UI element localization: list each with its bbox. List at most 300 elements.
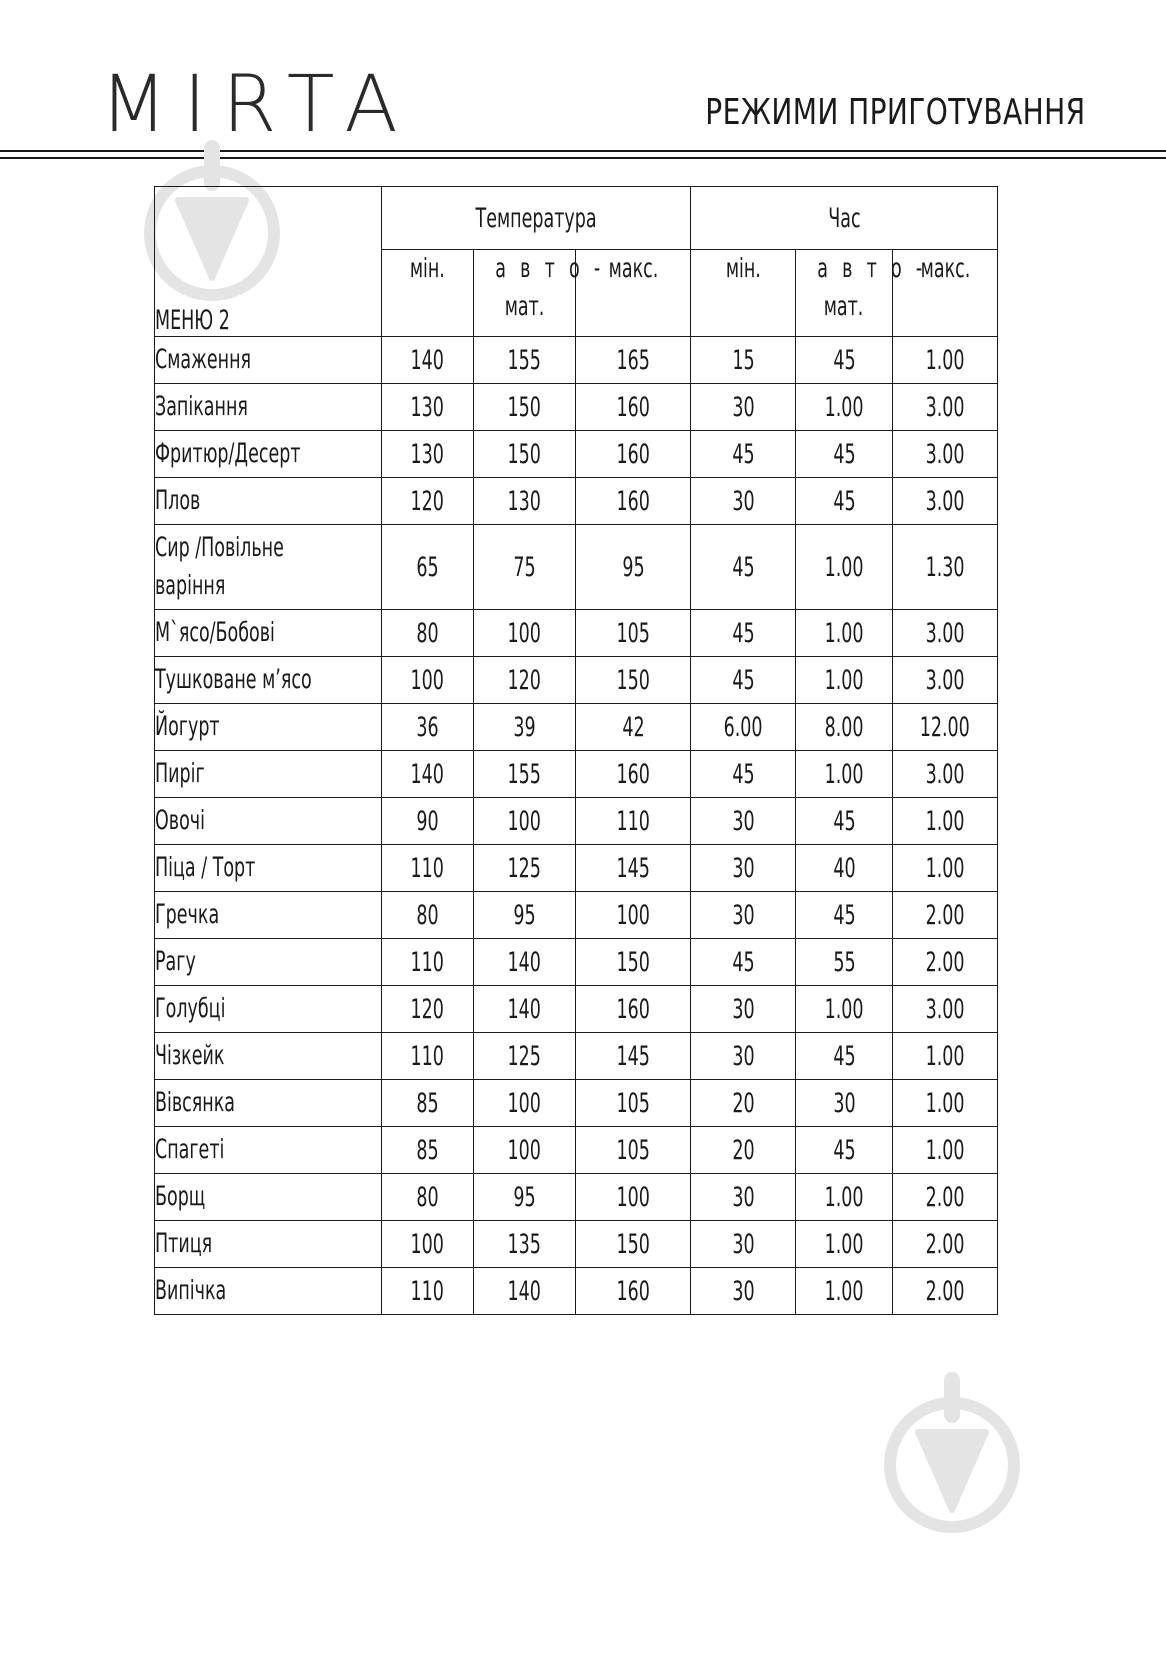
time-min-cell [691,845,796,892]
temp-auto-value: 39 [513,711,536,743]
page-title: РЕЖИМИ ПРИГОТУВАННЯ [705,92,1086,133]
temp-min-cell [382,525,474,610]
temperature-min-header [382,250,474,337]
mode-name-cell [155,337,382,384]
temperature-label: Температура [475,202,597,234]
time-max-cell [893,939,998,986]
time-min-value: 30 [731,1181,755,1213]
temp-auto-cell [474,1080,576,1127]
temp-max-value: 105 [616,617,650,649]
temp-min-value: 85 [416,1134,439,1166]
temp-auto-cell [474,525,576,610]
temp-min-cell [382,610,474,657]
temp-auto-value: 125 [507,1040,542,1072]
time-auto-cell [796,1268,893,1315]
temp-max-cell [576,1174,691,1221]
time-max-cell [893,657,998,704]
time-auto-cell [796,704,893,751]
mode-name: Запікання [155,391,248,422]
time-min-value: 6.00 [723,711,763,743]
mode-name: Сир /Повільне варіння [155,532,284,601]
time-auto-cell [796,986,893,1033]
time-max-value: 2.00 [925,946,965,978]
time-min-cell [691,657,796,704]
table-row [155,845,998,892]
time-auto-value: 1.00 [824,617,864,649]
time-label: Час [827,202,861,234]
mode-name: Гречка [155,899,220,930]
temp-max-value: 145 [616,1040,650,1072]
time-auto-cell [796,751,893,798]
temp-auto-cell [474,657,576,704]
time-max-cell [893,431,998,478]
temp-auto-value: 135 [507,1228,542,1260]
mode-name-cell [155,939,382,986]
subheader-auto-line1: а в т о - [495,253,605,284]
time-min-value: 30 [731,805,755,837]
time-min-cell [691,337,796,384]
temp-max-value: 150 [616,664,650,696]
temp-auto-cell [474,337,576,384]
time-max-value: 1.00 [925,344,965,376]
temp-max-cell [576,939,691,986]
time-auto-value: 55 [832,946,856,978]
time-max-value: 1.30 [925,551,965,583]
temp-auto-cell [474,798,576,845]
time-auto-value: 1.00 [824,1275,864,1307]
table-row [155,384,998,431]
menu-label: МЕНЮ 2 [155,305,230,336]
temp-min-value: 130 [410,391,445,423]
temp-min-cell [382,431,474,478]
time-max-value: 2.00 [925,1181,965,1213]
temp-min-value: 120 [410,993,445,1025]
mode-name-cell [155,704,382,751]
time-min-cell [691,525,796,610]
table-row [155,939,998,986]
cooking-modes-table [154,186,998,1315]
mode-name: Йогурт [155,711,220,742]
temp-auto-value: 75 [513,551,536,583]
time-min-value: 15 [731,344,755,376]
table-row [155,478,998,525]
mode-name: Птиця [155,1228,213,1259]
time-min-cell [691,478,796,525]
mode-name: Фритюр/Десерт [155,438,301,469]
time-max-cell [893,1221,998,1268]
menu-corner-cell [155,187,382,337]
time-min-value: 30 [731,1228,755,1260]
table-row [155,1174,998,1221]
time-auto-cell [796,384,893,431]
mode-name: Овочі [155,805,205,836]
temp-auto-value: 140 [507,1275,542,1307]
mode-name: Пиріг [155,758,205,789]
temp-max-value: 42 [621,711,645,743]
time-auto-cell [796,337,893,384]
temp-max-value: 160 [616,758,650,790]
time-auto-value: 1.00 [824,1181,864,1213]
temperature-auto-header [474,250,605,337]
temp-max-value: 160 [616,391,650,423]
time-min-value: 20 [731,1087,755,1119]
temp-min-value: 65 [416,551,439,583]
table-row [155,431,998,478]
temp-min-value: 110 [410,1275,445,1307]
temp-min-value: 100 [410,664,445,696]
mode-name: М`ясо/Бобові [155,617,275,648]
temp-auto-cell [474,939,576,986]
temp-max-value: 105 [616,1087,650,1119]
time-max-cell [893,892,998,939]
table-row [155,986,998,1033]
temp-auto-cell [474,845,576,892]
time-auto-cell [796,1221,893,1268]
table-row [155,1221,998,1268]
temp-max-cell [576,610,691,657]
temp-min-cell [382,384,474,431]
table-row [155,892,998,939]
temp-min-cell [382,1033,474,1080]
temp-max-cell [576,1221,691,1268]
time-max-cell [893,986,998,1033]
time-max-value: 3.00 [925,664,965,696]
time-auto-value: 1.00 [824,758,864,790]
time-auto-cell [796,845,893,892]
time-auto-value: 45 [832,485,856,517]
time-min-value: 30 [731,899,755,931]
temp-min-cell [382,657,474,704]
time-auto-cell [796,478,893,525]
time-max-value: 1.00 [925,1087,965,1119]
time-min-cell [691,1127,796,1174]
mode-name-cell [155,384,382,431]
time-min-cell [691,1268,796,1315]
mode-name: Тушковане м’ясо [155,664,312,695]
temp-auto-value: 95 [513,1181,536,1213]
mode-name-cell [155,798,382,845]
time-max-value: 3.00 [925,438,965,470]
time-min-value: 30 [731,852,755,884]
time-min-cell [691,939,796,986]
time-max-cell [893,610,998,657]
table-row [155,1033,998,1080]
time-max-value: 3.00 [925,485,965,517]
time-min-value: 45 [731,758,755,790]
temp-auto-cell [474,986,576,1033]
time-auto-value: 1.00 [824,1228,864,1260]
time-max-cell [893,525,998,610]
time-max-value: 3.00 [925,617,965,649]
temp-min-value: 110 [410,1040,445,1072]
temperature-group-header [382,187,691,250]
time-max-cell [893,704,998,751]
table-row [155,610,998,657]
mode-name: Випічка [155,1275,227,1306]
temp-min-value: 110 [410,946,445,978]
temp-min-value: 130 [410,438,445,470]
temp-auto-value: 125 [507,852,542,884]
time-max-cell [893,1268,998,1315]
temp-auto-value: 140 [507,946,542,978]
temp-min-cell [382,1268,474,1315]
subheader-min: мін. [725,253,761,284]
temp-max-cell [576,704,691,751]
time-min-cell [691,1221,796,1268]
temp-auto-cell [474,1033,576,1080]
mode-name-cell [155,1174,382,1221]
table-row [155,704,998,751]
temp-min-cell [382,1174,474,1221]
temp-max-cell [576,1080,691,1127]
temp-min-value: 90 [416,805,439,837]
time-auto-value: 45 [832,344,856,376]
temp-min-value: 140 [410,758,445,790]
mode-name-cell [155,431,382,478]
time-min-value: 30 [731,1275,755,1307]
temp-min-value: 85 [416,1087,439,1119]
temp-min-cell [382,939,474,986]
mode-name-cell [155,751,382,798]
temp-auto-cell [474,431,576,478]
temp-min-cell [382,1221,474,1268]
temp-max-value: 145 [616,852,650,884]
time-min-value: 45 [731,664,755,696]
temp-min-value: 100 [410,1228,445,1260]
temp-auto-value: 130 [507,485,542,517]
table-row [155,525,998,610]
time-min-cell [691,384,796,431]
temp-auto-cell [474,704,576,751]
table-row [155,751,998,798]
time-min-value: 45 [731,551,755,583]
time-min-value: 45 [731,946,755,978]
time-auto-value: 45 [832,1134,856,1166]
temp-max-value: 165 [616,344,650,376]
temp-auto-value: 100 [507,805,542,837]
time-auto-value: 8.00 [824,711,864,743]
mode-name: Піца / Торт [155,852,256,883]
temp-min-value: 80 [416,617,439,649]
temp-max-value: 150 [616,1228,650,1260]
temp-max-value: 160 [616,993,650,1025]
time-min-cell [691,1080,796,1127]
subheader-max: макс. [608,253,658,284]
temp-max-cell [576,1127,691,1174]
temp-auto-cell [474,384,576,431]
time-max-cell [893,1127,998,1174]
mode-name-cell [155,986,382,1033]
temp-min-value: 120 [410,485,445,517]
mode-name: Голубці [155,993,226,1024]
time-auto-cell [796,939,893,986]
temp-max-cell [576,845,691,892]
time-auto-value: 1.00 [824,551,864,583]
group-header-row [155,187,998,250]
time-max-cell [893,798,998,845]
time-auto-value: 40 [832,852,856,884]
time-max-cell [893,845,998,892]
temp-auto-cell [474,1127,576,1174]
mode-name-cell [155,1033,382,1080]
time-min-cell [691,704,796,751]
time-auto-cell [796,1080,893,1127]
time-max-value: 3.00 [925,391,965,423]
temp-max-value: 100 [616,899,650,931]
time-min-cell [691,431,796,478]
mode-name-cell [155,478,382,525]
time-min-cell [691,1174,796,1221]
temp-max-cell [576,798,691,845]
time-max-cell [893,1033,998,1080]
time-auto-cell [796,1174,893,1221]
table-row [155,798,998,845]
temp-auto-value: 150 [507,391,542,423]
subheader-auto-line1: а в т о - [817,253,927,284]
time-max-cell [893,751,998,798]
temp-max-value: 100 [616,1181,650,1213]
time-auto-cell [796,892,893,939]
table-row [155,657,998,704]
time-min-value: 30 [731,391,755,423]
temp-max-value: 110 [616,805,650,837]
time-max-value: 3.00 [925,758,965,790]
temp-max-cell [576,751,691,798]
temp-max-cell [576,892,691,939]
temp-auto-value: 100 [507,617,542,649]
temp-auto-value: 140 [507,993,542,1025]
time-max-cell [893,478,998,525]
temp-max-value: 105 [616,1134,650,1166]
temp-min-cell [382,845,474,892]
subheader-auto-line2: мат. [504,291,545,322]
mode-name-cell [155,1268,382,1315]
temp-auto-value: 95 [513,899,536,931]
mode-name-cell [155,1221,382,1268]
time-auto-value: 1.00 [824,391,864,423]
temp-max-value: 95 [621,551,645,583]
temp-min-value: 80 [416,1181,439,1213]
mode-name: Борщ [155,1181,206,1212]
temp-min-cell [382,478,474,525]
temp-auto-cell [474,751,576,798]
temp-auto-cell [474,1174,576,1221]
mode-name-cell [155,525,382,610]
temp-min-value: 110 [410,852,445,884]
time-max-value: 1.00 [925,1134,965,1166]
temp-auto-value: 100 [507,1134,542,1166]
time-auto-value: 1.00 [824,993,864,1025]
time-min-value: 30 [731,485,755,517]
temp-max-cell [576,1268,691,1315]
table-row [155,337,998,384]
time-min-cell [691,892,796,939]
download-arrow-icon [882,1370,1022,1540]
temp-max-cell [576,431,691,478]
temp-max-cell [576,384,691,431]
time-auto-cell [796,798,893,845]
mode-name: Чізкейк [155,1040,225,1071]
mode-name-cell [155,845,382,892]
subheader-min: мін. [409,253,446,284]
time-max-value: 3.00 [925,993,965,1025]
temp-min-cell [382,1127,474,1174]
temp-max-value: 150 [616,946,650,978]
time-min-cell [691,610,796,657]
temp-max-cell [576,337,691,384]
time-auto-value: 1.00 [824,664,864,696]
time-max-value: 1.00 [925,1040,965,1072]
temp-auto-cell [474,610,576,657]
time-auto-cell [796,657,893,704]
time-group-header [691,187,998,250]
table-row [155,1127,998,1174]
time-max-cell [893,1080,998,1127]
mode-name-cell [155,892,382,939]
table-row [155,1080,998,1127]
time-max-value: 1.00 [925,805,965,837]
temp-auto-value: 150 [507,438,542,470]
time-min-header [691,250,796,337]
time-max-cell [893,1174,998,1221]
temp-auto-value: 155 [507,758,542,790]
temp-max-cell [576,525,691,610]
temp-max-cell [576,986,691,1033]
time-auto-cell [796,1033,893,1080]
temp-min-cell [382,892,474,939]
mode-name: Плов [155,485,201,516]
time-auto-header [796,250,927,337]
mode-name: Рагу [155,946,196,977]
temp-max-value: 160 [616,1275,650,1307]
time-min-cell [691,986,796,1033]
temp-min-value: 140 [410,344,445,376]
mode-name-cell [155,657,382,704]
time-max-cell [893,384,998,431]
temp-auto-cell [474,1221,576,1268]
time-auto-value: 30 [832,1087,856,1119]
temp-auto-value: 120 [507,664,542,696]
temp-min-cell [382,798,474,845]
mode-name-cell [155,1127,382,1174]
time-auto-cell [796,525,893,610]
time-min-cell [691,798,796,845]
time-max-cell [893,337,998,384]
mode-name: Смаження [155,344,252,375]
mode-name: Спагеті [155,1134,225,1165]
time-max-value: 2.00 [925,899,965,931]
temp-auto-cell [474,478,576,525]
subheader-auto-line2: мат. [824,291,864,322]
brand-logo: MIRTA [100,60,414,150]
time-auto-value: 45 [832,805,856,837]
time-auto-cell [796,431,893,478]
temp-max-value: 160 [616,485,650,517]
time-min-value: 45 [731,438,755,470]
mode-name-cell [155,610,382,657]
time-auto-cell [796,1127,893,1174]
time-auto-cell [796,610,893,657]
time-max-value: 2.00 [925,1275,965,1307]
temp-min-cell [382,751,474,798]
temp-max-cell [576,1033,691,1080]
temp-max-cell [576,657,691,704]
time-auto-value: 45 [832,899,856,931]
time-min-value: 30 [731,1040,755,1072]
table-row [155,1268,998,1315]
time-min-value: 45 [731,617,755,649]
temp-min-cell [382,704,474,751]
